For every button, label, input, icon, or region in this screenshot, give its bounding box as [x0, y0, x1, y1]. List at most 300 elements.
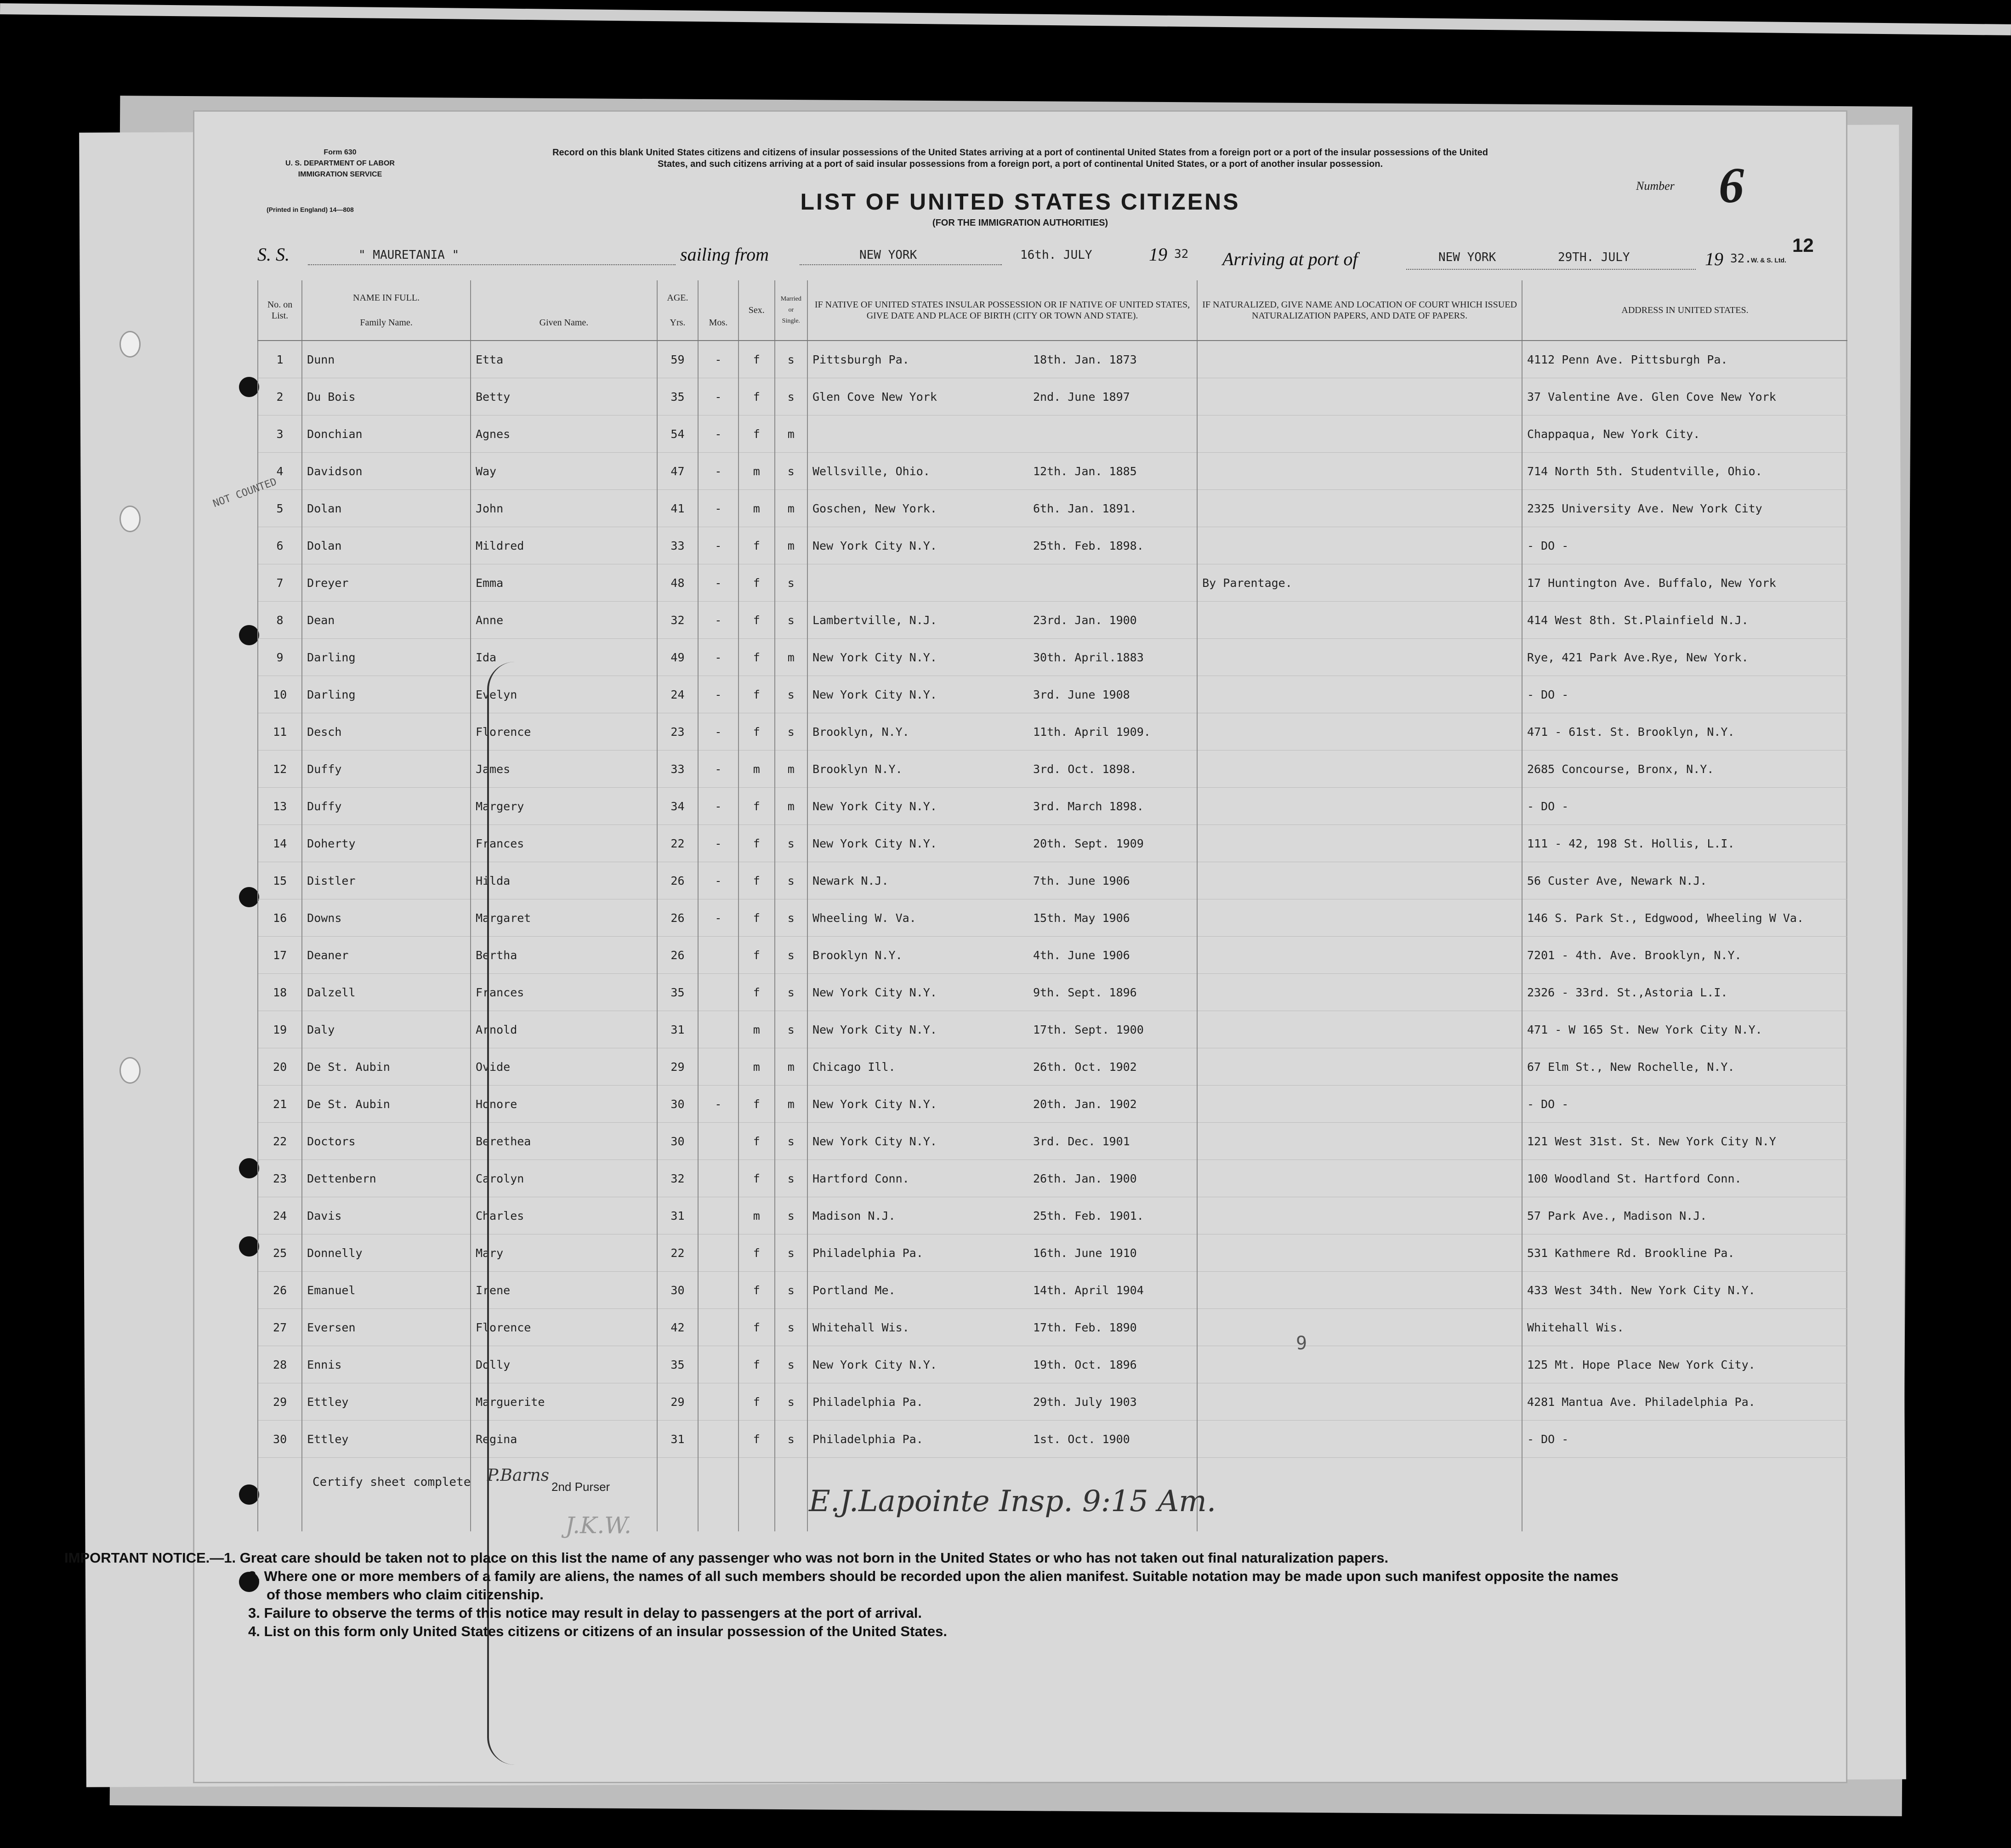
marital-status: s	[775, 1197, 807, 1234]
marital-status: s	[775, 899, 807, 937]
birth-info	[807, 751, 1197, 788]
birth-place: New York City N.Y.	[812, 799, 937, 813]
given-name: John	[471, 490, 657, 527]
age-months	[698, 1309, 739, 1346]
purser-title: 2nd Purser	[551, 1480, 610, 1494]
birth-date: 19th. Oct. 1896	[1033, 1358, 1137, 1371]
age-years: 54	[657, 415, 698, 453]
table-header	[258, 280, 1847, 341]
age-years: 23	[657, 713, 698, 751]
given-name: Florence	[471, 1309, 657, 1346]
marital-status: s	[775, 1383, 807, 1421]
naturalization-info	[1197, 713, 1522, 751]
marital-status: s	[775, 1234, 807, 1272]
table-row	[258, 378, 1847, 415]
birth-info	[807, 1160, 1197, 1197]
us-address: 37 Valentine Ave. Glen Cove New York	[1522, 378, 1847, 415]
family-name: Emanuel	[302, 1272, 471, 1309]
given-name: Charles	[471, 1197, 657, 1234]
naturalization-info	[1197, 676, 1522, 713]
birth-date: 25th. Feb. 1901.	[1033, 1209, 1144, 1223]
birth-info	[807, 937, 1197, 974]
notice-title: IMPORTANT NOTICE.—	[64, 1550, 224, 1566]
marital-status: s	[775, 974, 807, 1011]
row-number: 28	[258, 1346, 302, 1383]
birth-info	[807, 1383, 1197, 1421]
stray-mark: 9	[1296, 1333, 1307, 1354]
ship-underline	[308, 264, 676, 265]
given-name: Etta	[471, 341, 657, 378]
birth-date: 3rd. June 1908	[1033, 688, 1130, 701]
age-years: 33	[657, 527, 698, 564]
age-months: -	[698, 564, 739, 602]
birth-place: Madison N.J.	[812, 1209, 896, 1223]
family-name: Dolan	[302, 490, 471, 527]
us-address: 2325 University Ave. New York City	[1522, 490, 1847, 527]
punch-hole	[239, 887, 259, 907]
birth-place: New York City N.Y.	[812, 1358, 937, 1371]
row-number: 26	[258, 1272, 302, 1309]
given-name: Carolyn	[471, 1160, 657, 1197]
given-name: James	[471, 751, 657, 788]
initials: J.K.W.	[565, 1512, 631, 1539]
printer-mark: W. & S. Ltd.	[1751, 256, 1786, 264]
family-name: Doctors	[302, 1123, 471, 1160]
birth-info	[807, 415, 1197, 453]
sex: f	[739, 527, 775, 564]
age-years: 26	[657, 862, 698, 899]
blank-cell	[657, 1495, 698, 1531]
year-label: 19	[1149, 244, 1167, 265]
from-port: NEW YORK	[859, 248, 917, 262]
birth-place: Hartford Conn.	[812, 1171, 909, 1185]
sex: f	[739, 1160, 775, 1197]
us-address: 714 North 5th. Studentville, Ohio.	[1522, 453, 1847, 490]
naturalization-info	[1197, 1197, 1522, 1234]
birth-info	[807, 490, 1197, 527]
birth-place: Pittsburgh Pa.	[812, 353, 909, 366]
age-years: 48	[657, 564, 698, 602]
year-label-2: 19	[1705, 249, 1723, 269]
row-number: 27	[258, 1309, 302, 1346]
from-port-underline	[800, 264, 1002, 265]
us-address: - DO -	[1522, 1421, 1847, 1458]
marital-status: s	[775, 1421, 807, 1458]
sex: f	[739, 899, 775, 937]
us-address: 433 West 34th. New York City N.Y.	[1522, 1272, 1847, 1309]
col-given	[471, 280, 657, 341]
form-number: Form 630	[324, 148, 357, 156]
row-number: 7	[258, 564, 302, 602]
age-months	[698, 1234, 739, 1272]
birth-place: Chicago Ill.	[812, 1060, 896, 1074]
blank-cell	[657, 1458, 698, 1495]
birth-info	[807, 1086, 1197, 1123]
naturalization-info	[1197, 1383, 1522, 1421]
birth-info	[807, 899, 1197, 937]
birth-info	[807, 639, 1197, 676]
col-married	[775, 280, 807, 341]
birth-info	[807, 1421, 1197, 1458]
family-name: Ettley	[302, 1421, 471, 1458]
birth-date: 3rd. March 1898.	[1033, 799, 1144, 813]
age-months	[698, 1011, 739, 1048]
age-years: 29	[657, 1383, 698, 1421]
birth-place: Wheeling W. Va.	[812, 911, 916, 925]
us-address: 4281 Mantua Ave. Philadelphia Pa.	[1522, 1383, 1847, 1421]
blank-cell	[1522, 1495, 1847, 1531]
birth-info	[807, 564, 1197, 602]
sex: m	[739, 453, 775, 490]
given-name: Mildred	[471, 527, 657, 564]
birth-place: Portland Me.	[812, 1283, 896, 1297]
naturalization-info	[1197, 1160, 1522, 1197]
sex: f	[739, 825, 775, 862]
family-name: Dalzell	[302, 974, 471, 1011]
notice-2: 2. Where one or more members of a family are aliens, the names of all such members should be recorded upon the alien manifest. Suitable notation may be made upon such manifest opposite the names of those members who claim citizenship.	[248, 1568, 1619, 1603]
punch-hole	[239, 377, 259, 397]
birth-place: Philadelphia Pa.	[812, 1246, 923, 1260]
col-sex: Sex.	[739, 280, 775, 341]
age-months: -	[698, 415, 739, 453]
birth-info	[807, 527, 1197, 564]
sex: f	[739, 788, 775, 825]
us-address: 2326 - 33rd. St.,Astoria L.I.	[1522, 974, 1847, 1011]
naturalization-info	[1197, 788, 1522, 825]
age-years: 34	[657, 788, 698, 825]
age-years: 33	[657, 751, 698, 788]
marital-status: s	[775, 1123, 807, 1160]
age-years: 26	[657, 899, 698, 937]
naturalization-info	[1197, 751, 1522, 788]
age-months	[698, 1048, 739, 1086]
row-number: 9	[258, 639, 302, 676]
age-months: -	[698, 1086, 739, 1123]
important-notice	[64, 1549, 1627, 1641]
sex: f	[739, 1346, 775, 1383]
table-row	[258, 527, 1847, 564]
name-in-full: NAME IN FULL.	[353, 293, 420, 303]
sex: f	[739, 862, 775, 899]
row-number: 8	[258, 602, 302, 639]
naturalization-info	[1197, 825, 1522, 862]
age-years: 41	[657, 490, 698, 527]
page-number: 12	[1792, 234, 1814, 256]
us-address: 17 Huntington Ave. Buffalo, New York	[1522, 564, 1847, 602]
row-number: 23	[258, 1160, 302, 1197]
age-years: 24	[657, 676, 698, 713]
family-name: Eversen	[302, 1309, 471, 1346]
us-address: 57 Park Ave., Madison N.J.	[1522, 1197, 1847, 1234]
birth-info	[807, 862, 1197, 899]
birth-date: 3rd. Oct. 1898.	[1033, 762, 1137, 776]
marital-status: s	[775, 341, 807, 378]
birth-place: Philadelphia Pa.	[812, 1432, 923, 1446]
given-name: Irene	[471, 1272, 657, 1309]
naturalization-info	[1197, 1123, 1522, 1160]
age-years: 26	[657, 937, 698, 974]
row-number: 6	[258, 527, 302, 564]
row-number: 1	[258, 341, 302, 378]
birth-info	[807, 825, 1197, 862]
married-label: Married or Single.	[780, 296, 801, 324]
blank-cell	[739, 1495, 775, 1531]
birth-date: 1st. Oct. 1900	[1033, 1432, 1130, 1446]
blank-cell	[258, 1458, 302, 1495]
birth-info	[807, 713, 1197, 751]
binder-hole	[119, 1057, 141, 1084]
birth-place: Brooklyn N.Y.	[812, 948, 903, 962]
us-address: - DO -	[1522, 676, 1847, 713]
given-name: Mary	[471, 1234, 657, 1272]
marital-status: m	[775, 788, 807, 825]
birth-date: 26th. Jan. 1900	[1033, 1171, 1137, 1185]
birth-info	[807, 974, 1197, 1011]
birth-place: Newark N.J.	[812, 874, 889, 887]
us-address: Rye, 421 Park Ave.Rye, New York.	[1522, 639, 1847, 676]
given-name: Emma	[471, 564, 657, 602]
birth-date: 16th. June 1910	[1033, 1246, 1137, 1260]
given-name: Margery	[471, 788, 657, 825]
family-name: Dettenbern	[302, 1160, 471, 1197]
birth-date: 12th. Jan. 1885	[1033, 464, 1137, 478]
blank-cell	[698, 1458, 739, 1495]
row-number: 20	[258, 1048, 302, 1086]
given-name: Berethea	[471, 1123, 657, 1160]
age-months	[698, 1160, 739, 1197]
marital-status: m	[775, 1086, 807, 1123]
row-number: 3	[258, 415, 302, 453]
service: IMMIGRATION SERVICE	[298, 171, 382, 178]
sailing-label: sailing from	[680, 244, 769, 265]
birth-info	[807, 1234, 1197, 1272]
naturalization-info	[1197, 415, 1522, 453]
birth-date: 20th. Jan. 1902	[1033, 1097, 1137, 1111]
birth-info	[807, 378, 1197, 415]
mos-label: Mos.	[709, 318, 728, 328]
department: U. S. DEPARTMENT OF LABOR	[285, 159, 395, 167]
birth-date: 7th. June 1906	[1033, 874, 1130, 887]
birth-date: 30th. April.1883	[1033, 650, 1144, 664]
binder-hole	[119, 506, 141, 532]
row-number: 14	[258, 825, 302, 862]
col-mos	[698, 280, 739, 341]
naturalization-info	[1197, 1048, 1522, 1086]
birth-info	[807, 1346, 1197, 1383]
age-years: 35	[657, 1346, 698, 1383]
notice-1: 1. Great care should be taken not to place on this list the name of any passenger who was not born in the United States or who has not taken out final naturalization papers.	[224, 1550, 1389, 1566]
yrs-label: Yrs.	[670, 318, 686, 328]
sex: f	[739, 676, 775, 713]
blank-cell	[775, 1458, 807, 1495]
ss-label: S. S.	[257, 244, 290, 265]
given-name: Marguerite	[471, 1383, 657, 1421]
age-years: 31	[657, 1421, 698, 1458]
to-port: NEW YORK	[1438, 250, 1496, 264]
naturalization-info	[1197, 1234, 1522, 1272]
us-address: 471 - W 165 St. New York City N.Y.	[1522, 1011, 1847, 1048]
us-address: Chappaqua, New York City.	[1522, 415, 1847, 453]
row-number: 11	[258, 713, 302, 751]
birth-date: 11th. April 1909.	[1033, 725, 1151, 739]
birth-date: 15th. May 1906	[1033, 911, 1130, 925]
table-row	[258, 490, 1847, 527]
family-name: De St. Aubin	[302, 1048, 471, 1086]
age-months: -	[698, 527, 739, 564]
row-number: 5	[258, 490, 302, 527]
age-months: -	[698, 378, 739, 415]
us-address: - DO -	[1522, 527, 1847, 564]
family-name: Davidson	[302, 453, 471, 490]
sex: f	[739, 564, 775, 602]
table-row	[258, 415, 1847, 453]
marital-status: s	[775, 1346, 807, 1383]
col-no: No. on List.	[258, 280, 302, 341]
sex: f	[739, 341, 775, 378]
sex: m	[739, 1048, 775, 1086]
age-months: -	[698, 676, 739, 713]
certify-text: Certify sheet complete	[312, 1475, 471, 1489]
us-address: 414 West 8th. St.Plainfield N.J.	[1522, 602, 1847, 639]
family-name: Daly	[302, 1011, 471, 1048]
birth-place: New York City N.Y.	[812, 1134, 937, 1148]
naturalization-info	[1197, 341, 1522, 378]
marital-status: s	[775, 676, 807, 713]
row-number: 24	[258, 1197, 302, 1234]
birth-place: Goschen, New York.	[812, 501, 937, 515]
family-name: Donchian	[302, 415, 471, 453]
us-address: 531 Kathmere Rd. Brookline Pa.	[1522, 1234, 1847, 1272]
blank-cell	[258, 1495, 302, 1531]
us-address: 125 Mt. Hope Place New York City.	[1522, 1346, 1847, 1383]
table-row	[258, 602, 1847, 639]
col-family	[302, 280, 471, 341]
family-name: Dean	[302, 602, 471, 639]
us-address: Whitehall Wis.	[1522, 1309, 1847, 1346]
col-yrs	[657, 280, 698, 341]
naturalization-info	[1197, 527, 1522, 564]
birth-place: New York City N.Y.	[812, 650, 937, 664]
us-address: 146 S. Park St., Edgwood, Wheeling W Va.	[1522, 899, 1847, 937]
family-name: Duffy	[302, 751, 471, 788]
marital-status: s	[775, 825, 807, 862]
birth-info	[807, 1011, 1197, 1048]
sex: f	[739, 1421, 775, 1458]
family-name: Ettley	[302, 1383, 471, 1421]
blank-cell	[775, 1495, 807, 1531]
family-name: Davis	[302, 1197, 471, 1234]
age-years: 30	[657, 1086, 698, 1123]
family-label: Family Name.	[360, 318, 413, 328]
sex: f	[739, 713, 775, 751]
age-months	[698, 974, 739, 1011]
blank-cell	[1197, 1495, 1522, 1531]
blank-cell	[1522, 1458, 1847, 1495]
given-name: Bertha	[471, 937, 657, 974]
family-name: Distler	[302, 862, 471, 899]
naturalization-info	[1197, 1272, 1522, 1309]
sheet-number: 6	[1719, 157, 1744, 213]
record-instructions: Record on this blank United States citizens and citizens of insular possessions of the United States arriving at a port of continental United States from a foreign port or a port of the insular possessions of the United States, and such citizens arriving at a port of said insular possessions from a foreign port, a port of continental United States, or a port of another insular possession.	[552, 148, 1488, 169]
age-years: 22	[657, 1234, 698, 1272]
col-naturalized: IF NATURALIZED, GIVE NAME AND LOCATION OF COURT WHICH ISSUED NATURALIZATION PAPERS, AND DATE OF PAPERS.	[1197, 280, 1522, 341]
not-counted-stamp: NOT COUNTED	[211, 476, 278, 510]
family-name: Darling	[302, 676, 471, 713]
birth-date: 17th. Sept. 1900	[1033, 1023, 1144, 1036]
age-months	[698, 1383, 739, 1421]
given-label: Given Name.	[539, 318, 589, 328]
birth-info	[807, 1309, 1197, 1346]
naturalization-info	[1197, 490, 1522, 527]
to-date: 29TH. JULY	[1558, 250, 1630, 264]
naturalization-info	[1197, 937, 1522, 974]
marital-status: s	[775, 1272, 807, 1309]
row-number: 17	[258, 937, 302, 974]
age-months: -	[698, 788, 739, 825]
age-months: -	[698, 639, 739, 676]
family-name: Doherty	[302, 825, 471, 862]
age-years: 35	[657, 378, 698, 415]
naturalization-info	[1197, 1011, 1522, 1048]
marital-status: s	[775, 602, 807, 639]
marital-status: s	[775, 862, 807, 899]
birth-place: New York City N.Y.	[812, 539, 937, 552]
sex: f	[739, 1123, 775, 1160]
age-months: -	[698, 490, 739, 527]
birth-place: New York City N.Y.	[812, 1023, 937, 1036]
sex: f	[739, 639, 775, 676]
sex: m	[739, 490, 775, 527]
birth-place: Brooklyn, N.Y.	[812, 725, 909, 739]
table-row	[258, 453, 1847, 490]
sex: m	[739, 1011, 775, 1048]
row-number: 16	[258, 899, 302, 937]
birth-date: 17th. Feb. 1890	[1033, 1320, 1137, 1334]
birth-info	[807, 1197, 1197, 1234]
age-years: 31	[657, 1197, 698, 1234]
ship-name: " MAURETANIA "	[358, 248, 460, 262]
age-months: -	[698, 341, 739, 378]
age-months	[698, 1272, 739, 1309]
birth-date: 6th. Jan. 1891.	[1033, 501, 1137, 515]
punch-hole	[239, 625, 259, 645]
page-edge	[0, 3, 2011, 35]
birth-info	[807, 602, 1197, 639]
birth-place: New York City N.Y.	[812, 836, 937, 850]
blank-cell	[302, 1495, 471, 1531]
age-years: 32	[657, 1160, 698, 1197]
given-name: Way	[471, 453, 657, 490]
row-number: 21	[258, 1086, 302, 1123]
row-number: 13	[258, 788, 302, 825]
birth-date: 14th. April 1904	[1033, 1283, 1144, 1297]
given-name: Arnold	[471, 1011, 657, 1048]
sex: f	[739, 974, 775, 1011]
birth-info	[807, 676, 1197, 713]
given-name: Anne	[471, 602, 657, 639]
age-months	[698, 1421, 739, 1458]
sex: f	[739, 378, 775, 415]
binder-hole	[119, 331, 141, 358]
naturalization-info	[1197, 899, 1522, 937]
given-name: Frances	[471, 974, 657, 1011]
birth-date: 4th. June 1906	[1033, 948, 1130, 962]
row-number: 30	[258, 1421, 302, 1458]
family-name: Desch	[302, 713, 471, 751]
row-number: 4	[258, 453, 302, 490]
age-months: -	[698, 862, 739, 899]
notice-3: 3. Failure to observe the terms of this notice may result in delay to passengers at the port of arrival.	[248, 1605, 922, 1621]
